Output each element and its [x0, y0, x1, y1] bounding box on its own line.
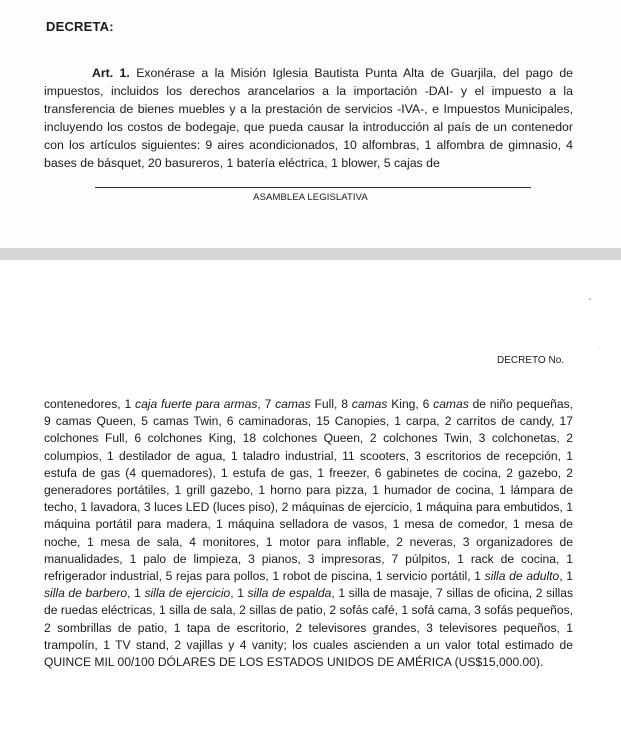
text-segment-italic: silla de barbero: [44, 586, 128, 601]
scan-speck: [598, 348, 599, 349]
text-segment-italic: camas: [275, 397, 311, 411]
top-page-fragment: [0, 0, 621, 248]
article-1-paragraph: [44, 64, 573, 172]
footer-rule: [95, 187, 531, 188]
decreto-number-header: DECRETO No.: [497, 355, 565, 366]
text-segment-italic: caja fuerte para armas: [135, 397, 258, 411]
text-segment: , 1: [127, 586, 145, 601]
asamblea-footer: ASAMBLEA LEGISLATIVA: [253, 192, 368, 203]
text-segment: , 1: [230, 586, 248, 601]
text-segment: King, 6: [387, 397, 434, 411]
scan-speck: [589, 298, 591, 300]
article-label: Art. 1.: [92, 66, 130, 80]
decreta-heading: DECRETA:: [46, 19, 114, 34]
text-segment-italic: silla de adulto: [484, 569, 560, 584]
items-paragraph: [44, 396, 573, 671]
text-segment-italic: silla de espalda: [247, 586, 332, 601]
text-segment-italic: silla de ejercicio: [144, 586, 231, 601]
text-segment: , 1 silla de masaje, 7 sillas de oficina, 2 sillas de ruedas eléctricas, 1 silla de sala, 2 sillas de patio, 2 sofás café, 1 sofá cama, 3 sofás pequeños, 2 sombrillas de patio, 1 tapa de escritorio, 2 televisores grandes, 3 televisores pequeños, 1 trampolín, 1 TV stand, 2 vajillas y 4 vanity; los cuales ascienden a un valor total estimado de QUINCE MIL 00/100 DÓLARES DE LOS ESTADOS UNIDOS DE AMÉRICA (US$15,000.00).: [44, 586, 573, 670]
page-separator: [0, 248, 621, 260]
article-text: Exonérase a la Misión Iglesia Bautista Punta Alta de Guarjila, del pago de impuestos, incluidos los derechos arancelarios a la importación -DAI- y el impuesto a la transferencia de bienes muebles y a la prestación de servicios -IVA-, e Impuestos Municipales, incluyendo los costos de bodegaje, que pueda causar la introducción al país de un contenedor con los artículos siguientes: 9 aires acondicionados, 10 alfombras, 1 alfombra de gimnasio, 4 bases de básquet, 20 basureros, 1 batería eléctrica, 1 blower, 5 cajas de: [44, 66, 573, 170]
bleed-through-text: [60, 2, 580, 12]
text-segment-italic: camas: [351, 397, 388, 411]
text-segment: , 7: [257, 397, 276, 411]
text-segment: contenedores, 1: [44, 397, 136, 411]
text-segment: Full, 8: [310, 397, 352, 411]
text-segment-italic: camas: [433, 397, 469, 411]
text-segment: , 1: [559, 569, 573, 584]
text-segment: de niño pequeñas, 9 camas Queen, 5 camas Twin, 6 caminadoras, 15 Canopies, 1 carpa, 2 carritos de candy, 17 colchones Full, 6 colchones King, 18 colchones Queen, 2 colchones Twin, 3 colchonetas, 2 columpios, 1 destilador de agua, 1 taladro industrial, 11 scooters, 3 escritorios de recepción, 1 estufa de gas (4 quemadores), 1 estufa de gas, 1 freezer, 6 gabinetes de cocina, 2 gazebo, 2 generadores portátiles, 1 grill gazebo, 1 horno para pizza, 1 humador de cocina, 1 lámpara de techo, 1 lavadora, 3 luces LED (luces piso), 2 máquinas de ejercicio, 1 máquina para embutidos, 1 máquina portátil para madera, 1 máquina selladora de vasos, 1 mesa de comedor, 1 mesa de noche, 1 mesa de sala, 4 monitores, 1 motor para inflable, 2 neveras, 3 organizadores de manualidades, 1 palo de limpieza, 3 pianos, 3 impresoras, 7 púlpitos, 1 rack de cocina, 1 refrigerador industrial, 5 rejas para pollos, 1 robot de piscina, 1 servicio portátil, 1: [44, 397, 574, 584]
